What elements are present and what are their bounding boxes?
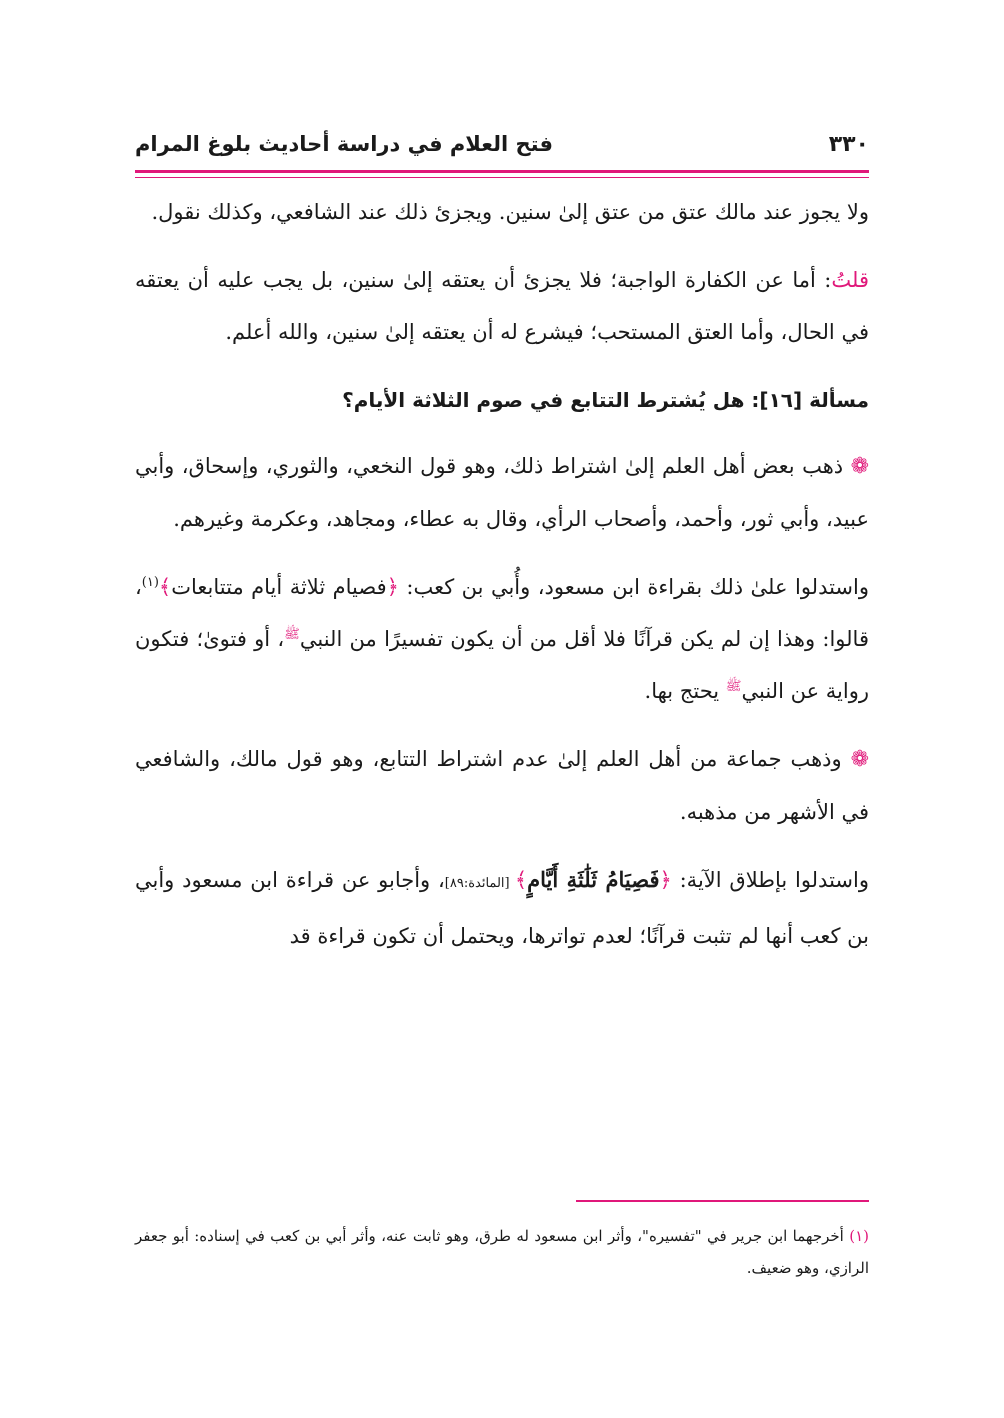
paragraph-3 <box>135 440 869 545</box>
quran-bracket-open: ﴿ <box>386 575 399 599</box>
quran-bracket-close: ﴾ <box>514 868 528 892</box>
paragraph-5 <box>135 733 869 838</box>
reading-quote: فصيام ثلاثة أيام متتابعات <box>171 575 387 599</box>
paragraph-6-text-b: ، وأجابو عن قراءة ابن مسعود وأبي بن كعب أنها لم تثبت قرآنًا؛ لعدم تواترها، ويحتمل أن تكون قراءة قد <box>135 868 869 948</box>
footnote-number: (١) <box>849 1227 869 1245</box>
flower-ornament-icon: ❁ <box>850 454 869 479</box>
salutation-icon: ﷺ <box>284 627 300 642</box>
paragraph-4 <box>135 561 869 717</box>
quran-bracket-close: ﴾ <box>158 575 172 599</box>
quran-verse: فَصِيَامُ ثَلَٰثَةِ أَيَّامٍ <box>527 867 660 892</box>
footnote <box>135 1220 869 1284</box>
flower-ornament-icon: ❁ <box>850 747 869 772</box>
book-title: فتح العلام في دراسة أحاديث بلوغ المرام <box>135 132 553 156</box>
header-rule-thin <box>135 177 869 178</box>
paragraph-4-text-b: ، قالوا: وهذا إن لم يكن قرآنًا فلا أقل من أن يكون تفسيرًا من النبي <box>135 575 869 651</box>
paragraph-2-text: : أما عن الكفارة الواجبة؛ فلا يجزئ أن يعتقه إلىٰ سنين، بل يجب عليه أن يعتقه في الحال، وأما العتق المستحب؛ فيشرع له أن يعتقه إلىٰ سنين، والله أعلم. <box>135 268 869 344</box>
header-rule-thick <box>135 170 869 173</box>
paragraph-4-text-c: ، أو فتوىٰ؛ فتكون رواية عن النبي <box>135 627 869 703</box>
paragraph-4-text-d: يحتج بها. <box>644 679 726 703</box>
footnote-rule <box>576 1200 869 1202</box>
footnote-marker[interactable]: (١) <box>141 575 159 590</box>
footnote-text: أخرجهما ابن جرير في "تفسيره"، وأثر ابن مسعود له طرق، وهو ثابت عنه، وأثر أبي بن كعب في إسناده: أبو جعفر الرازي، وهو ضعيف. <box>135 1227 869 1277</box>
qult-label: قلتُ <box>831 268 869 292</box>
paragraph-4-text-a: واستدلوا علىٰ ذلك بقراءة ابن مسعود، وأُبي بن كعب: <box>398 575 869 599</box>
quran-bracket-open: ﴿ <box>659 868 672 892</box>
paragraph-6 <box>135 854 869 962</box>
salutation-icon: ﷺ <box>725 679 742 694</box>
issue-heading: مسألة [١٦]: هل يُشترط التتابع في صوم الثلاثة الأيام؟ <box>342 388 869 412</box>
paragraph-2 <box>135 254 869 358</box>
page-header <box>135 122 869 166</box>
paragraph-5-text: وذهب جماعة من أهل العلم إلىٰ عدم اشتراط التتابع، وهو قول مالك، والشافعي في الأشهر من مذهبه. <box>135 747 869 824</box>
verse-reference: [المائدة:٨٩] <box>444 876 515 891</box>
paragraph-1: ولا يجوز عند مالك عتق من عتق إلىٰ سنين. ويجزئ ذلك عند الشافعي، وكذلك نقول. <box>151 200 869 224</box>
page-number: ٣٣٠ <box>828 131 869 157</box>
paragraph-6-text-a: واستدلوا بإطلاق الآية: <box>671 868 869 892</box>
paragraph-3-text: ذهب بعض أهل العلم إلىٰ اشتراط ذلك، وهو قول النخعي، والثوري، وإسحاق، وأبي عبيد، وأبي ثور، وأحمد، وأصحاب الرأي، وقال به عطاء، ومجاهد، وعكرمة وغيرهم. <box>135 454 869 531</box>
page-body <box>135 186 869 978</box>
